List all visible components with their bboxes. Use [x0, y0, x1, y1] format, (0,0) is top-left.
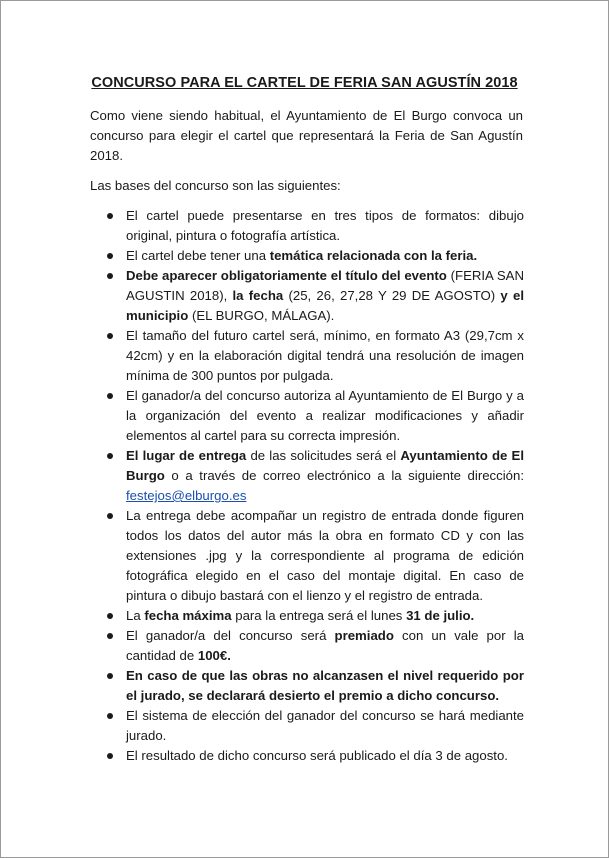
bullet-icon: [107, 333, 113, 339]
rule-item: El cartel puede presentarse en tres tipos de formatos: dibujo original, pintura o fotografía artística.: [126, 206, 524, 246]
bullet-icon: [107, 753, 113, 759]
intro-paragraph: Como viene siendo habitual, el Ayuntamiento de El Burgo convoca un concurso para elegir el cartel que representará la Feria de San Agustín 2018.: [90, 108, 523, 163]
rule-item: La entrega debe acompañar un registro de entrada donde figuren todos los datos del autor más la obra en formato CD y con las extensiones .jpg y la correspondiente al programa de edición fotográfica elegido en el caso del montaje digital. En caso de pintura o dibujo bastará con el lienzo y el registro de entrada.: [126, 506, 524, 606]
rule-item: El cartel debe tener una temática relacionada con la feria.: [126, 246, 524, 266]
bullet-icon: [107, 673, 113, 679]
bullet-icon: [107, 273, 113, 279]
rule-item: El ganador/a del concurso será premiado con un vale por la cantidad de 100€.: [126, 626, 524, 666]
document-title: CONCURSO PARA EL CARTEL DE FERIA SAN AGUSTÍN 2018: [91, 75, 518, 91]
rule-item: El lugar de entrega de las solicitudes será el Ayuntamiento de El Burgo o a través de correo electrónico a la siguiente dirección: festejos@elburgo.es: [126, 446, 524, 506]
bullet-icon: [107, 253, 113, 259]
rule-item: El sistema de elección del ganador del concurso se hará mediante jurado.: [126, 706, 524, 746]
rule-item: Debe aparecer obligatoriamente el título del evento (FERIA SAN AGUSTIN 2018), la fecha (25, 26, 27,28 Y 29 DE AGOSTO) y el municipio (EL BURGO, MÁLAGA).: [126, 266, 524, 326]
bullet-icon: [107, 393, 113, 399]
rule-item: En caso de que las obras no alcanzasen el nivel requerido por el jurado, se declarará desierto el premio a dicho concurso.: [126, 666, 524, 706]
rule-item: El tamaño del futuro cartel será, mínimo, en formato A3 (29,7cm x 42cm) y en la elaboración digital tendrá una resolución de imagen mínima de 300 puntos por pulgada.: [126, 326, 524, 386]
bullet-icon: [107, 633, 113, 639]
rules-list: [1, 206, 609, 766]
rule-item: El ganador/a del concurso autoriza al Ayuntamiento de El Burgo y a la organización del evento a realizar modificaciones y añadir elementos al cartel para su correcta impresión.: [126, 386, 524, 446]
bullet-icon: [107, 713, 113, 719]
rule-item: La fecha máxima para la entrega será el lunes 31 de julio.: [126, 606, 524, 626]
bases-heading: Las bases del concurso son las siguientes:: [90, 178, 341, 193]
bullet-icon: [107, 213, 113, 219]
rule-item: El resultado de dicho concurso será publicado el día 3 de agosto.: [126, 746, 524, 766]
bullet-icon: [107, 513, 113, 519]
bullet-icon: [107, 613, 113, 619]
bullet-icon: [107, 453, 113, 459]
email-link[interactable]: festejos@elburgo.es: [126, 488, 247, 503]
